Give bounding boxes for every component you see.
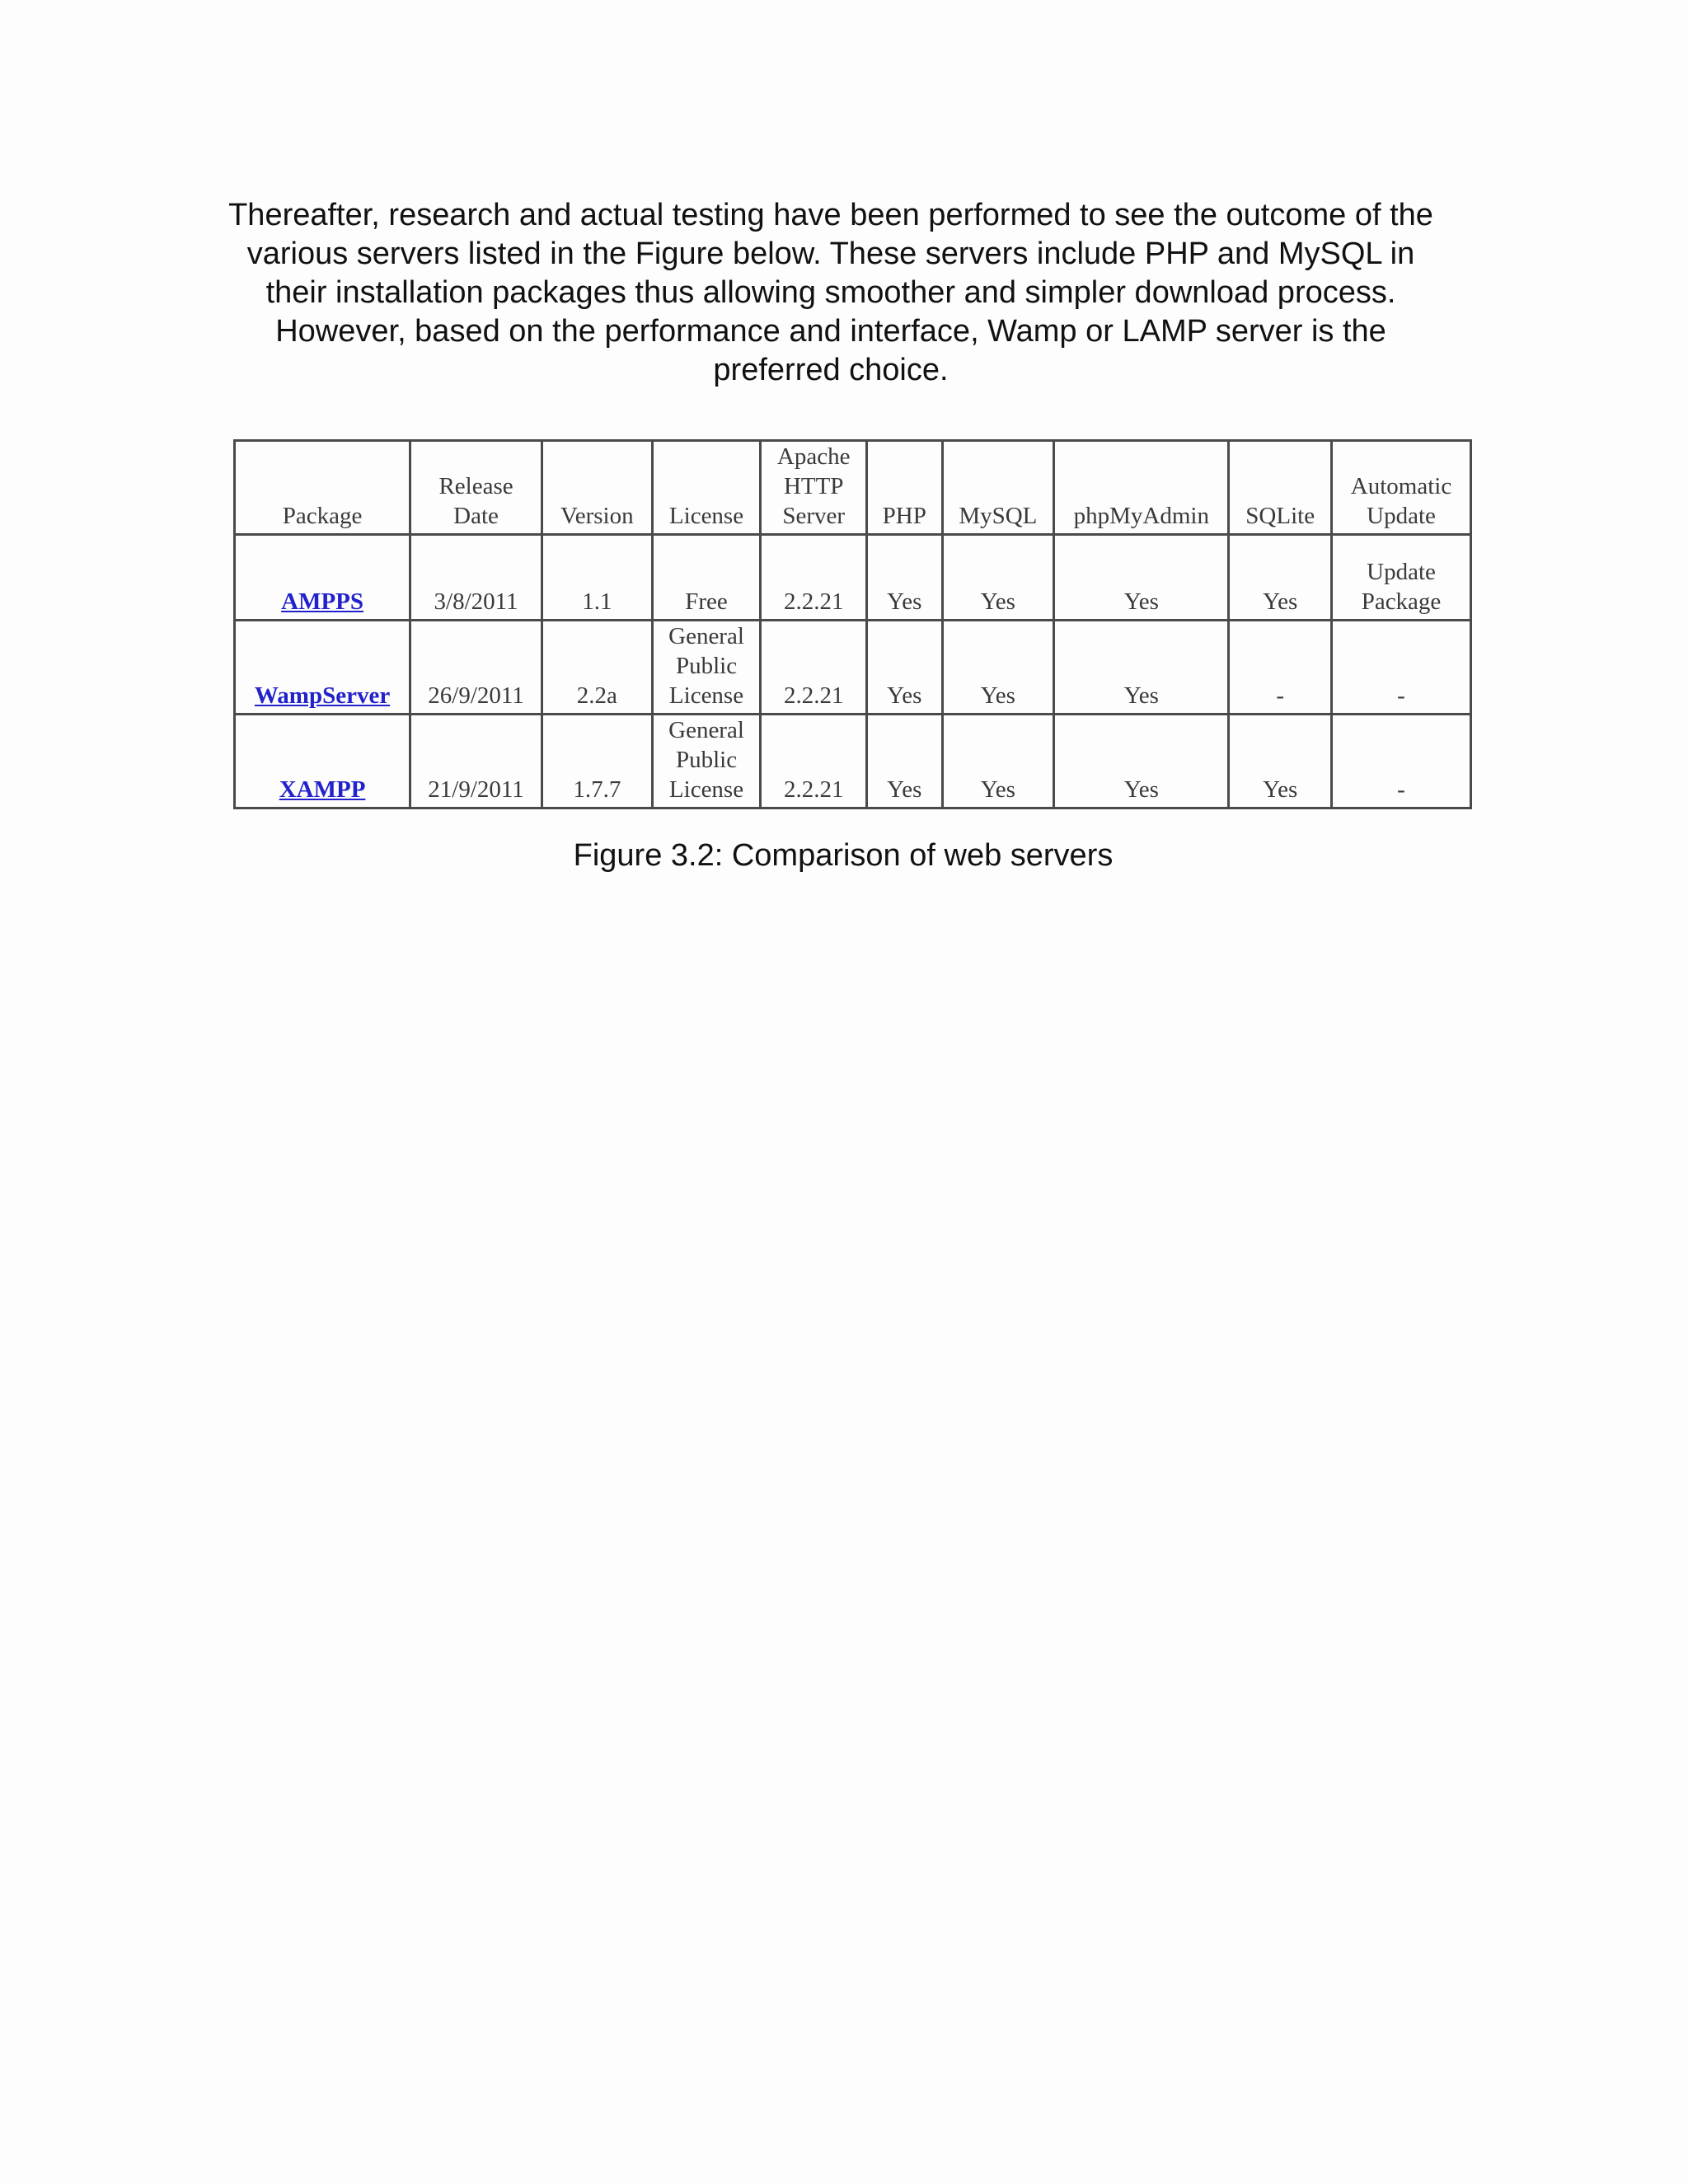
auto-update-cell: - — [1332, 715, 1471, 808]
paragraph-line: Thereafter, research and actual testing have been performed to see the outcome of the — [228, 198, 1433, 232]
sqlite-cell: - — [1229, 621, 1332, 715]
comparison-figure — [233, 439, 1472, 803]
php-cell: Yes — [867, 621, 942, 715]
release-date-cell: 3/8/2011 — [410, 535, 542, 621]
phpmyadmin-cell: Yes — [1054, 715, 1229, 808]
version-cell: 2.2a — [542, 621, 652, 715]
paragraph-line: However, based on the performance and interface, Wamp or LAMP server is the — [275, 314, 1386, 349]
package-link-xampp[interactable]: XAMPP — [279, 776, 366, 803]
package-link-wampserver[interactable]: WampServer — [254, 682, 391, 709]
column-header-php: PHP — [867, 441, 942, 535]
figure-caption: Figure 3.2: Comparison of web servers — [573, 838, 1114, 873]
paragraph-line: preferred choice. — [713, 353, 949, 387]
php-cell: Yes — [867, 535, 942, 621]
apache-cell: 2.2.21 — [761, 621, 867, 715]
column-header-apache: Apache HTTP Server — [761, 441, 867, 535]
paragraph-line: various servers listed in the Figure below. These servers include PHP and MySQL in — [246, 237, 1415, 271]
license-cell: General Public License — [652, 715, 761, 808]
license-cell: Free — [652, 535, 761, 621]
version-cell: 1.7.7 — [542, 715, 652, 808]
version-cell: 1.1 — [542, 535, 652, 621]
paragraph-line: their installation packages thus allowing smoother and simpler download process. — [265, 275, 1396, 310]
release-date-cell: 26/9/2011 — [410, 621, 542, 715]
column-header-package: Package — [235, 441, 410, 535]
sqlite-cell: Yes — [1229, 535, 1332, 621]
column-header-version: Version — [542, 441, 652, 535]
php-cell: Yes — [867, 715, 942, 808]
table-row — [235, 621, 1471, 715]
mysql-cell: Yes — [942, 715, 1054, 808]
auto-update-cell: Update Package — [1332, 535, 1471, 621]
intro-paragraph — [188, 196, 1474, 390]
table-row — [235, 715, 1471, 808]
release-date-cell: 21/9/2011 — [410, 715, 542, 808]
table-header-row — [235, 441, 1471, 535]
phpmyadmin-cell: Yes — [1054, 535, 1229, 621]
column-header-release-date: Release Date — [410, 441, 542, 535]
auto-update-cell: - — [1332, 621, 1471, 715]
package-link-ampps[interactable]: AMPPS — [281, 588, 363, 615]
package-cell — [235, 621, 410, 715]
table-row — [235, 535, 1471, 621]
package-cell — [235, 715, 410, 808]
column-header-license: License — [652, 441, 761, 535]
apache-cell: 2.2.21 — [761, 715, 867, 808]
column-header-automatic-update: Automatic Update — [1332, 441, 1471, 535]
license-cell: General Public License — [652, 621, 761, 715]
phpmyadmin-cell: Yes — [1054, 621, 1229, 715]
column-header-sqlite: SQLite — [1229, 441, 1332, 535]
sqlite-cell: Yes — [1229, 715, 1332, 808]
mysql-cell: Yes — [942, 535, 1054, 621]
column-header-mysql: MySQL — [942, 441, 1054, 535]
package-cell — [235, 535, 410, 621]
mysql-cell: Yes — [942, 621, 1054, 715]
column-header-phpmyadmin: phpMyAdmin — [1054, 441, 1229, 535]
comparison-table — [233, 439, 1472, 809]
apache-cell: 2.2.21 — [761, 535, 867, 621]
